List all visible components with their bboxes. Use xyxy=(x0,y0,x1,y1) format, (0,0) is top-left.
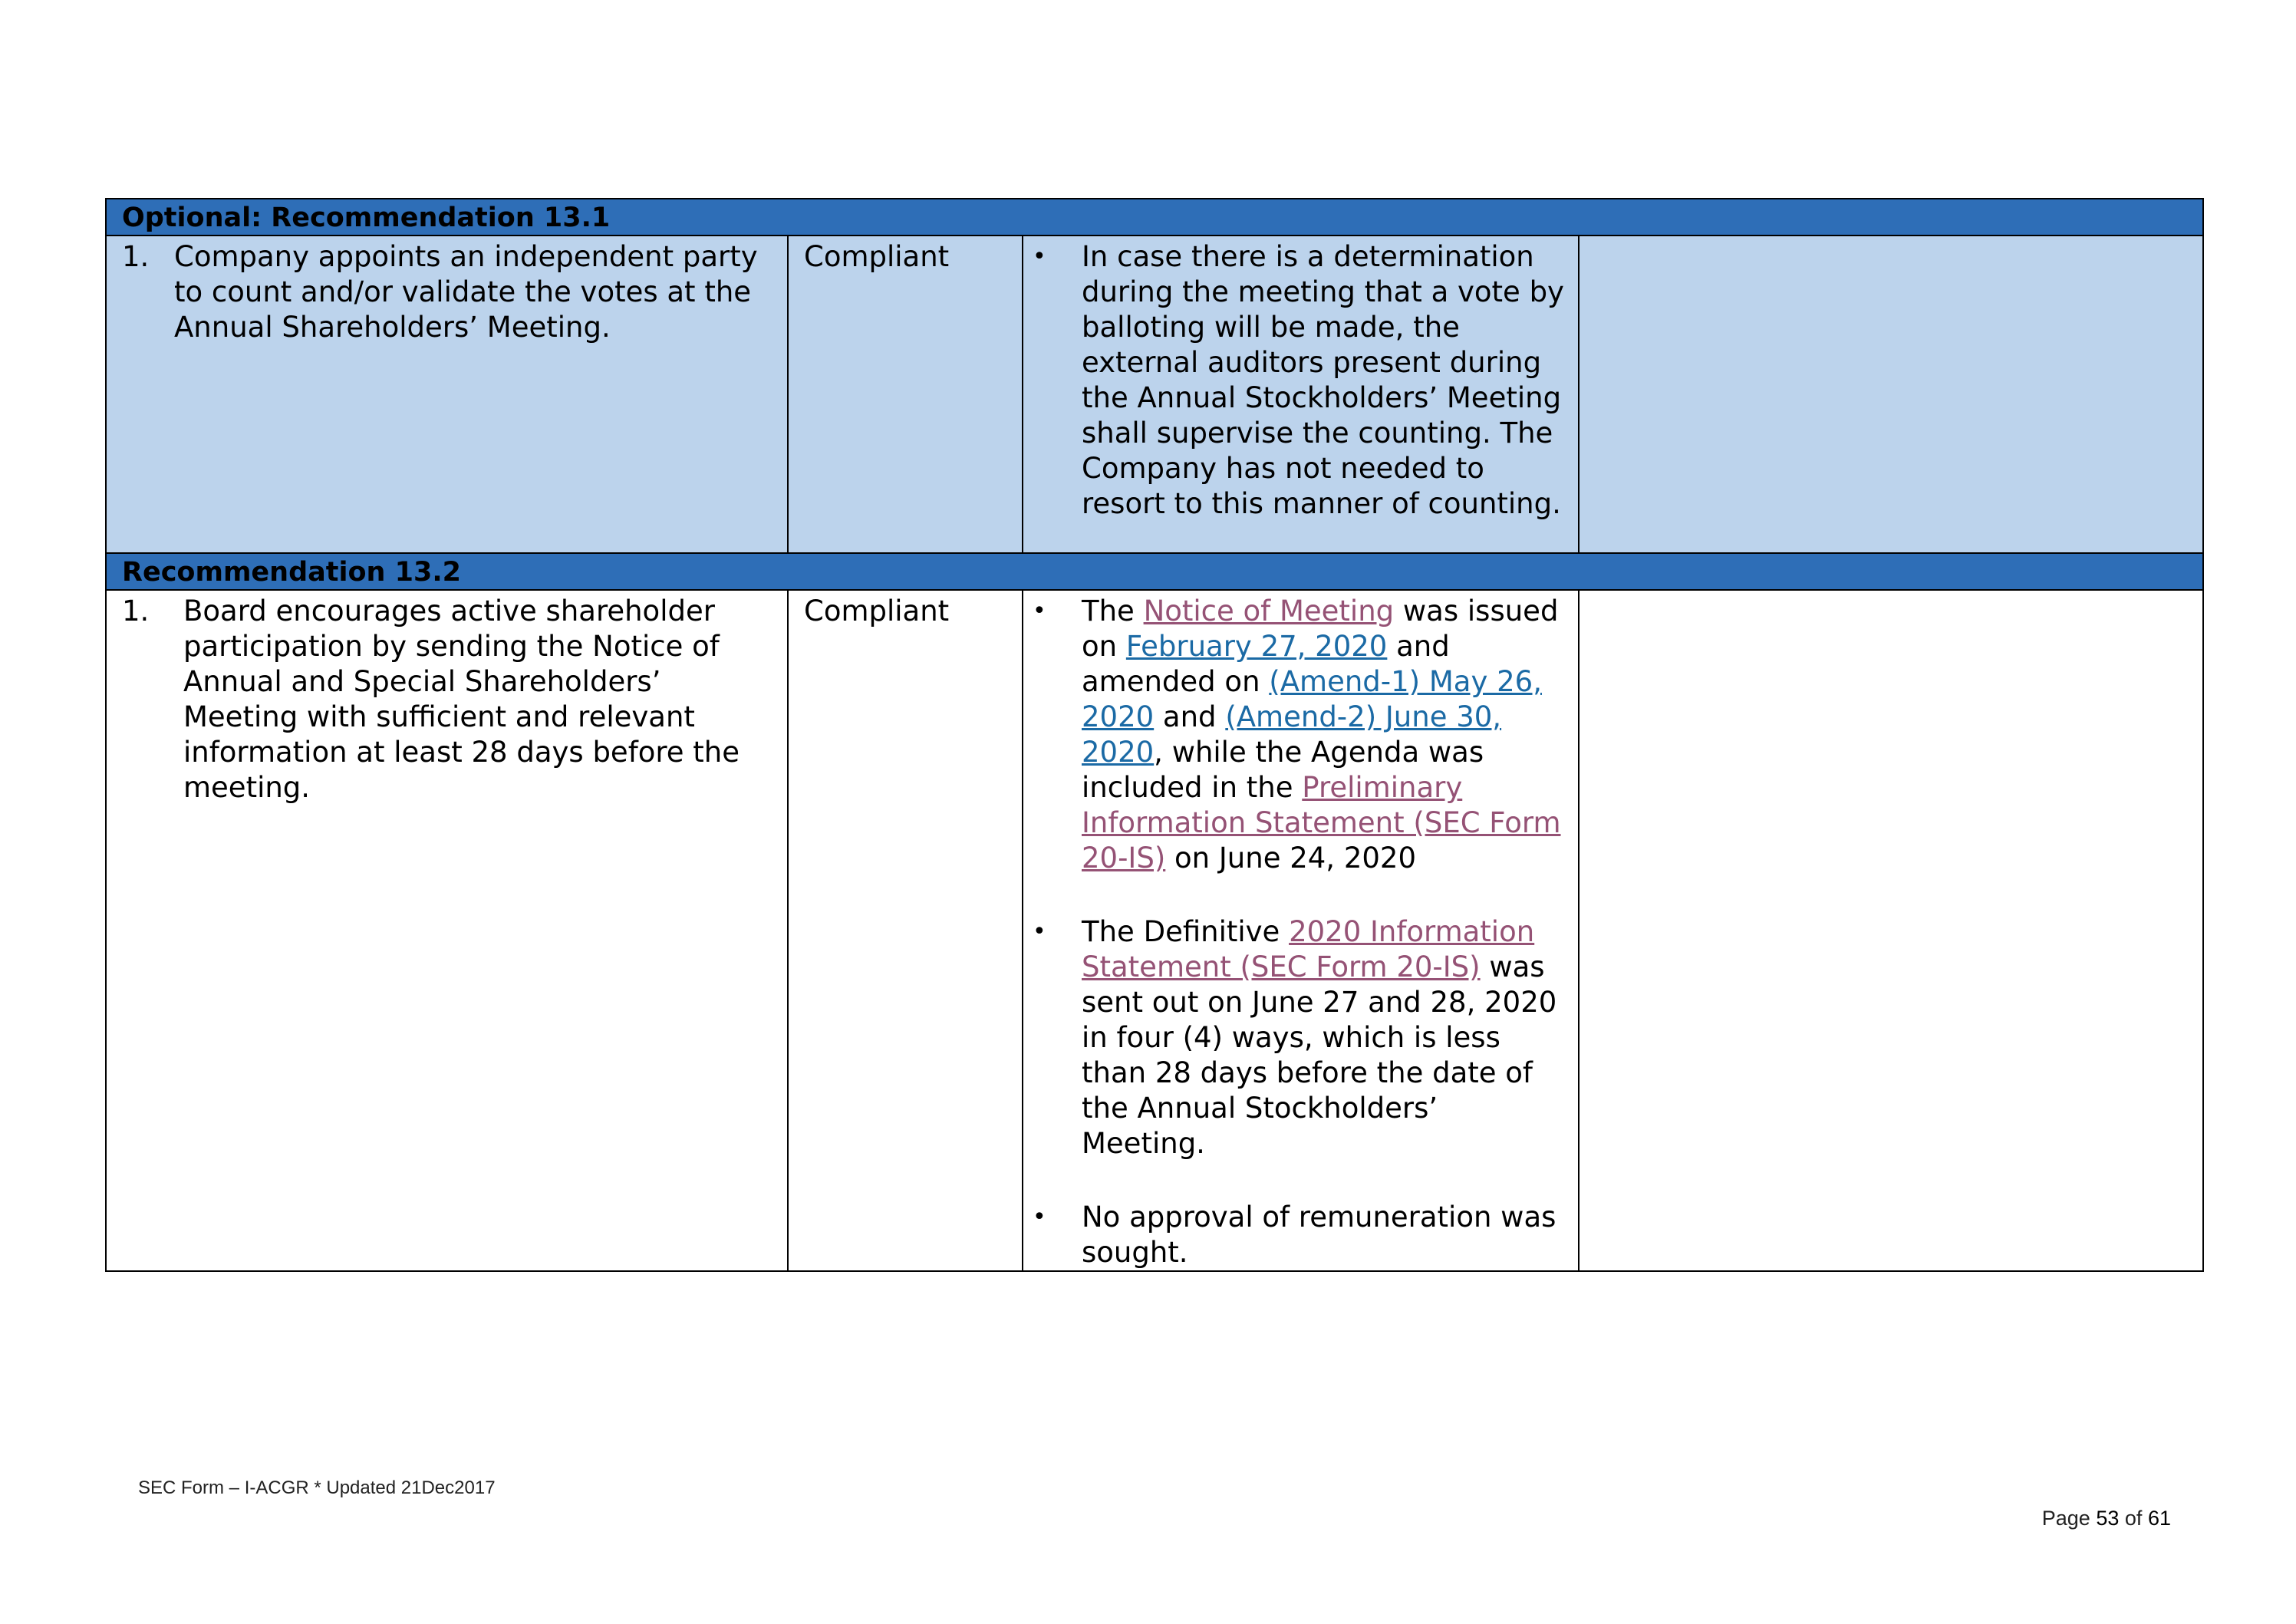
text-run: and amended on xyxy=(1082,630,1450,698)
total-pages: 61 xyxy=(2147,1507,2171,1530)
recommendation-text: Company appoints an independent party to count and/or validate the votes at the Annual Shareholders’ Meeting. xyxy=(174,240,758,344)
bullet-icon: • xyxy=(1033,598,1046,624)
list-item xyxy=(1023,236,1578,522)
bullet-icon: • xyxy=(1033,918,1046,945)
amend-2-link[interactable]: (Amend-2) June 30, 2020 xyxy=(1082,700,1502,769)
explanation-text: In case there is a determination during the meeting that a vote by balloting will be made, the external auditors present during the Annual Stockholders’ Meeting shall supervise the counting. The Company has not needed to resort to this manner of counting. xyxy=(1082,240,1564,520)
page-word: Page xyxy=(2041,1507,2090,1530)
amend-1-link[interactable]: (Amend-1) May 26, 2020 xyxy=(1082,665,1542,733)
text-run: The Definitive xyxy=(1082,915,1290,948)
compliance-cell xyxy=(788,590,1023,1271)
text-run: and xyxy=(1154,700,1226,733)
of-word: of xyxy=(2124,1507,2143,1530)
section-heading: Optional: Recommendation 13.1 xyxy=(106,199,2203,236)
page-number xyxy=(2042,1507,2171,1530)
acgr-table xyxy=(105,198,2204,1272)
february-27-2020-link[interactable]: February 27, 2020 xyxy=(1125,630,1388,663)
remarks-cell xyxy=(1579,590,2203,1271)
section-header-13-1 xyxy=(106,199,2203,236)
explanation-text: No approval of remuneration was sought. xyxy=(1082,1201,1556,1269)
item-number: 1. xyxy=(122,240,150,273)
explanation-cell xyxy=(1023,590,1579,1271)
definitive-information-statement-link[interactable]: 2020 Information Statement (SEC Form 20-IS) xyxy=(1082,915,1535,983)
recommendation-cell xyxy=(106,590,788,1271)
notice-of-meeting-link[interactable]: Notice of Meeting xyxy=(1143,595,1395,628)
compliance-cell xyxy=(788,236,1023,553)
current-page: 53 xyxy=(2096,1507,2120,1530)
list-item xyxy=(1023,1197,1578,1270)
section-heading: Recommendation 13.2 xyxy=(106,553,2203,590)
text-run: on June 24, 2020 xyxy=(1165,842,1416,875)
compliance-status: Compliant xyxy=(804,595,950,628)
compliance-status: Compliant xyxy=(804,240,950,273)
recommendation-cell xyxy=(106,236,788,553)
explanation-cell xyxy=(1023,236,1579,553)
list-item xyxy=(1023,591,1578,876)
explanation-text xyxy=(1082,594,1566,876)
item-number: 1. xyxy=(122,595,150,628)
table-row xyxy=(106,236,2203,553)
text-run: , while the Agenda was included in the xyxy=(1082,736,1484,804)
table-row xyxy=(106,590,2203,1271)
bullet-icon: • xyxy=(1033,243,1046,270)
bullet-icon: • xyxy=(1033,1204,1046,1230)
text-run: was issued on xyxy=(1082,595,1559,663)
footer-form-label: SEC Form – I-ACGR * Updated 21Dec2017 xyxy=(138,1477,496,1498)
text-run: was sent out on June 27 and 28, 2020 in four (4) ways, which is less than 28 days before the date of the Annual Stockholders’ Meeting. xyxy=(1082,950,1557,1160)
list-item xyxy=(1023,911,1578,1161)
preliminary-information-statement-link[interactable]: Preliminary Information Statement (SEC Form 20-IS) xyxy=(1082,771,1561,875)
explanation-text xyxy=(1082,914,1566,1161)
remarks-cell xyxy=(1579,236,2203,553)
recommendation-text: Board encourages active shareholder participation by sending the Notice of Annual and Special Shareholders’ Meeting with sufficient and relevant information at least 28 days before the meeting. xyxy=(183,595,740,804)
text-run: The xyxy=(1082,595,1144,628)
section-header-13-2 xyxy=(106,553,2203,590)
